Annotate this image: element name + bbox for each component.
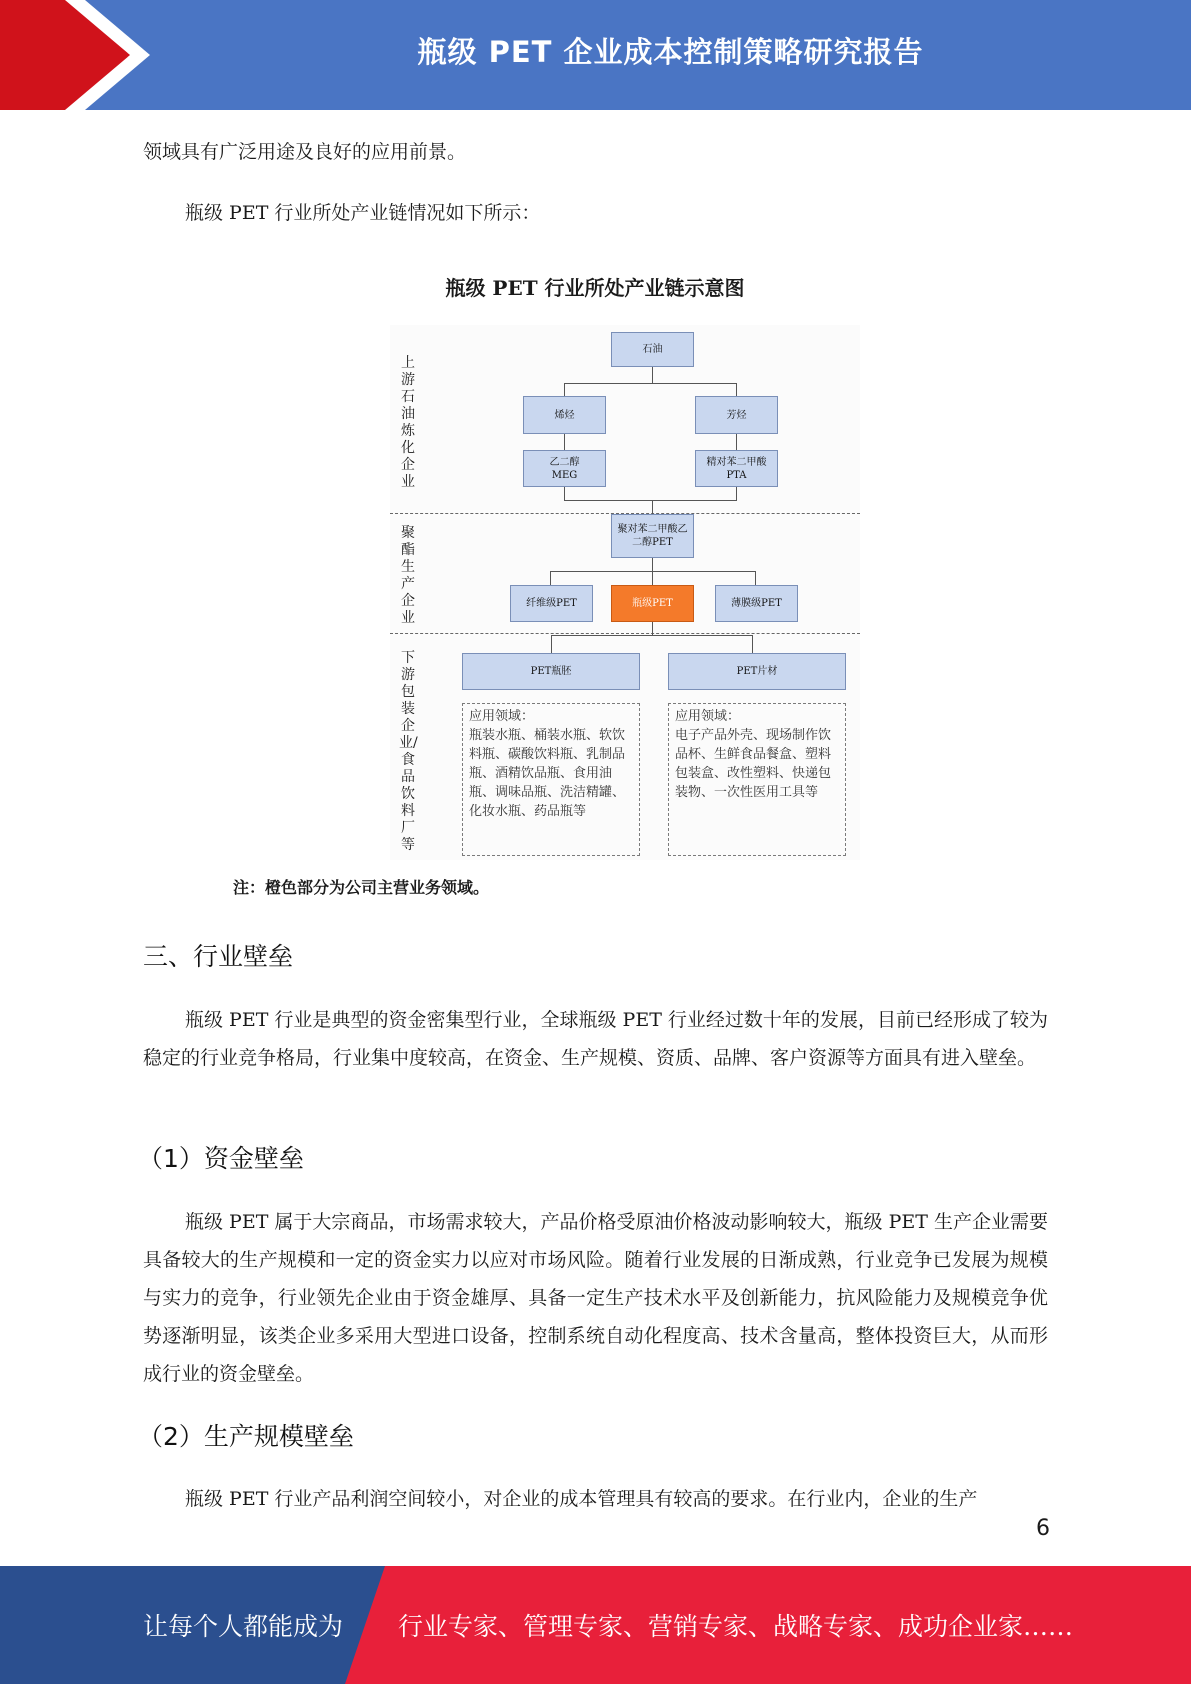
node-meg: 乙二醇 MEG xyxy=(523,450,606,487)
connector-line xyxy=(551,635,752,636)
footer-slogan-right: 行业专家、管理专家、营销专家、战略专家、成功企业家…… xyxy=(398,1612,1074,1641)
industry-chain-diagram xyxy=(390,325,860,860)
node-pta: 精对苯二甲酸 PTA xyxy=(695,450,778,487)
paragraph-section3: 瓶级 PET 行业是典型的资金密集型行业，全球瓶级 PET 行业经过数十年的发展，目前已经形成了较为稳定的行业竞争格局，行业集中度较高，在资金、生产规模、资质、品牌、客户资源等方面具有进入壁垒。 xyxy=(143,1009,1048,1069)
node-bottle-pet: 瓶级PET xyxy=(611,585,694,622)
subsection-heading-scale: （2）生产规模壁垒 xyxy=(138,1422,354,1451)
footer-slogan-left: 让每个人都能成为 xyxy=(143,1612,344,1641)
connector-line xyxy=(652,622,653,635)
page-footer xyxy=(0,1566,1191,1684)
connector-line xyxy=(652,367,653,383)
node-aromatics: 芳烃 xyxy=(695,396,778,434)
paragraph-scale-barrier: 瓶级 PET 行业产品利润空间较小，对企业的成本管理具有较高的要求。在行业内，企业的生产 xyxy=(185,1488,978,1510)
node-pet-sheet: PET片材 xyxy=(668,653,846,690)
node-film-pet: 薄膜级PET xyxy=(715,585,798,622)
diagram-title: 瓶级 PET 行业所处产业链示意图 xyxy=(445,276,745,300)
connector-line xyxy=(550,571,551,585)
page-header xyxy=(0,0,1191,110)
connector-line xyxy=(652,500,653,514)
paragraph-capital-barrier: 瓶级 PET 属于大宗商品，市场需求较大，产品价格受原油价格波动影响较大，瓶级 PET 生产企业需要具备较大的生产规模和一定的资金实力以应对市场风险。随着行业发展的日渐成熟，行业竞争已发展为规模与实力的竞争，行业领先企业由于资金雄厚、具备一定生产技术水平及创新能力，抗风险能力及规模竞争优势逐渐明显，该类企业多采用大型进口设备，控制系统自动化程度高、技术含量高，整体投资巨大，从而形成行业的资金壁垒。 xyxy=(143,1211,1048,1385)
connector-line xyxy=(736,434,737,450)
page-number: 6 xyxy=(1036,1516,1050,1541)
connector-line xyxy=(755,571,756,585)
paragraph-intro-1: 领域具有广泛用途及良好的应用前景。 xyxy=(143,141,467,163)
connector-line xyxy=(652,571,653,585)
node-pet: 聚对苯二甲酸乙二醇PET xyxy=(611,514,694,558)
connector-line xyxy=(736,383,737,396)
header-chevron-decoration xyxy=(0,0,160,110)
section-heading: 三、行业壁垒 xyxy=(143,942,294,971)
stage-label-upstream: 上游石油炼化企业 xyxy=(401,355,415,490)
report-title: 瓶级 PET 企业成本控制策略研究报告 xyxy=(417,34,924,69)
subsection-heading-capital: （1）资金壁垒 xyxy=(138,1144,304,1173)
connector-line xyxy=(564,383,565,396)
connector-line xyxy=(752,635,753,653)
connector-line xyxy=(564,383,737,384)
stage-label-downstream: 下游包装企业/食品饮料厂等 xyxy=(399,650,418,853)
node-fiber-pet: 纤维级PET xyxy=(510,585,593,622)
stage-divider xyxy=(390,633,860,634)
usebox-sheet-applications: 应用领域： 电子产品外壳、现场制作饮品杯、生鲜食品餐盒、塑料包装盒、改性塑料、快递包装物、一次性医用工具等 xyxy=(668,703,846,856)
connector-line xyxy=(564,434,565,450)
paragraph-intro-2: 瓶级 PET 行业所处产业链情况如下所示： xyxy=(185,202,541,224)
diagram-note: 注：橙色部分为公司主营业务领域。 xyxy=(233,878,490,897)
stage-label-polyester: 聚酯生产企业 xyxy=(401,525,415,626)
node-oil: 石油 xyxy=(611,332,694,367)
connector-line xyxy=(551,635,552,653)
connector-line xyxy=(652,558,653,571)
usebox-preform-applications: 应用领域： 瓶装水瓶、桶装水瓶、软饮料瓶、碳酸饮料瓶、乳制品瓶、酒精饮品瓶、食用油瓶、调味品瓶、洗洁精罐、化妆水瓶、药品瓶等 xyxy=(462,703,640,856)
connector-line xyxy=(564,487,565,500)
node-pet-preform: PET瓶胚 xyxy=(462,653,640,690)
node-olefin: 烯烃 xyxy=(523,396,606,434)
connector-line xyxy=(736,487,737,500)
connector-line xyxy=(564,500,737,501)
